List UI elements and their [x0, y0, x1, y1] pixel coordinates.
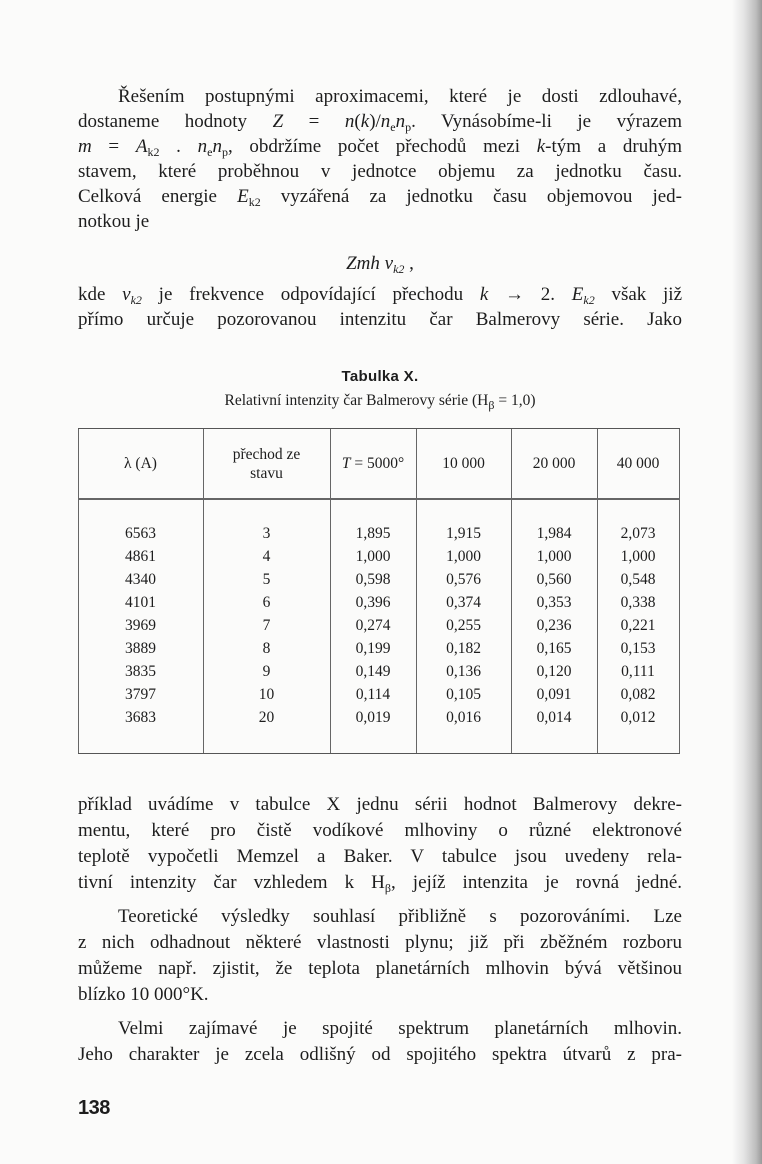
table-cell-state: 8	[262, 640, 271, 657]
table-cell-lambda: 3683	[125, 709, 156, 726]
header-transition: přechod ze stavu	[232, 445, 301, 482]
table-cell-t20000: 1,984	[536, 525, 572, 542]
header-separator	[78, 498, 680, 500]
table-cell-t40000: 0,111	[621, 663, 655, 680]
header-lambda: λ (A)	[124, 455, 157, 472]
text-line: notkou je	[78, 211, 150, 232]
table-cell-lambda: 3835	[125, 663, 156, 680]
table-cell-t10000: 1,000	[446, 548, 481, 565]
table-cell-t5000: 1,000	[355, 548, 391, 565]
table-cell-lambda: 6563	[125, 525, 156, 542]
text-line: dostaneme hodnoty $Z = n(k)/n_en_p$. Vynásobíme-li je výrazem	[78, 111, 683, 134]
table-cell-lambda: 3797	[125, 686, 156, 703]
table-cell-t40000: 0,012	[620, 709, 656, 726]
text-line: stavem, které proběhnou v jednotce objemu za jednotku času.	[78, 161, 682, 182]
table-cell-t10000: 0,105	[446, 686, 481, 703]
text-line: tivní intenzity čar vzhledem k $H_\beta$, jejíž intenzita je rovná jedné.	[78, 872, 683, 895]
table-cell-state: 10	[258, 686, 275, 703]
table-cell-t10000: 0,374	[446, 594, 481, 611]
text-line: Velmi zajímavé je spojité spektrum planetárních mlhovin.	[118, 1018, 682, 1039]
column-t40000	[597, 522, 679, 729]
text-line: blízko 10 000°K.	[78, 984, 209, 1005]
table-cell-t40000: 0,338	[620, 594, 656, 611]
text-line: z nich odhadnout některé vlastnosti plynu; již při zběžném rozboru	[78, 932, 682, 953]
text-line: kde $\nu_{k2}$ je frekvence odpovídající přechodu k → 2. $E_{k2}$ však již	[78, 284, 683, 307]
table-cell-lambda: 4340	[125, 571, 156, 588]
table-cell-t40000: 2,073	[620, 525, 656, 542]
column-t5000	[330, 522, 416, 729]
table-cell-t20000: 0,236	[536, 617, 572, 634]
column-state	[203, 522, 330, 729]
table-cell-t40000: 0,082	[620, 686, 656, 703]
table-cell-lambda: 4861	[125, 548, 156, 565]
table-cell-t5000: 0,598	[355, 571, 391, 588]
text-line: můžeme např. zjistit, že teplota planetárních mlhovin bývá většinou	[78, 958, 682, 979]
table-cell-t40000: 0,548	[620, 571, 656, 588]
table-cell-t5000: 0,199	[355, 640, 391, 657]
table-cell-state: 20	[258, 709, 275, 726]
page-number: 138	[78, 1097, 110, 1119]
header-t10000: 10 000	[442, 455, 485, 472]
header-t5000: T = 5000°	[341, 455, 405, 472]
text-line: Celková energie $E_{k2}$ vyzářená za jednotku času objemovou jed-	[78, 186, 682, 209]
table-title: Tabulka X.	[341, 368, 419, 385]
table-cell-state: 7	[262, 617, 271, 634]
header-t20000: 20 000	[532, 455, 576, 472]
text-line: přímo určuje pozorovanou intenzitu čar Balmerovy série. Jako	[78, 309, 682, 330]
table-cell-lambda: 4101	[125, 594, 156, 611]
text-line: příklad uvádíme v tabulce X jednu sérii hodnot Balmerovy dekre-	[78, 794, 682, 815]
table-cell-t40000: 1,000	[620, 548, 656, 565]
text-line: $m = A_{k2}$ . $n_en_p$, obdržíme počet přechodů mezi k-tým a druhým	[78, 136, 682, 159]
column-t10000	[416, 522, 511, 729]
table-cell-lambda: 3889	[125, 640, 156, 657]
table-cell-t5000: 0,396	[355, 594, 391, 611]
table-cell-t5000: 0,019	[355, 709, 391, 726]
table-cell-t5000: 1,895	[355, 525, 391, 542]
text-line: Jeho charakter je zcela odlišný od spojitého spektra útvarů z pra-	[78, 1044, 682, 1065]
text-line: Teoretické výsledky souhlasí přibližně s pozorováními. Lze	[118, 906, 682, 927]
table-cell-t20000: 0,120	[536, 663, 572, 680]
table-cell-state: 4	[262, 548, 271, 565]
page-edge-shadow	[732, 0, 762, 1164]
table-cell-t5000: 0,274	[355, 617, 391, 634]
table-cell-state: 5	[262, 571, 271, 588]
table-cell-t10000: 0,576	[446, 571, 481, 588]
table-cell-t10000: 1,915	[446, 525, 481, 542]
table-cell-t20000: 0,091	[536, 686, 572, 703]
table-cell-t10000: 0,016	[446, 709, 481, 726]
table-cell-t20000: 0,165	[536, 640, 572, 657]
table-cell-t40000: 0,221	[620, 617, 656, 634]
formula: Zmh $\nu_{k2}$ ,	[346, 253, 414, 276]
table-cell-t10000: 0,136	[446, 663, 481, 680]
table-cell-t10000: 0,182	[446, 640, 481, 657]
intensity-table	[78, 428, 680, 754]
table-cell-t5000: 0,114	[355, 686, 391, 703]
text-line: mentu, které pro čistě vodíkové mlhoviny o různé elektronové	[78, 820, 682, 841]
header-t40000: 40 000	[616, 455, 660, 472]
table-cell-t10000: 0,255	[446, 617, 481, 634]
column-lambda	[78, 522, 203, 729]
table-cell-t20000: 1,000	[536, 548, 572, 565]
table-cell-t20000: 0,560	[536, 571, 572, 588]
column-t20000	[511, 522, 597, 729]
table-cell-t40000: 0,153	[620, 640, 656, 657]
text-line: Řešením postupnými aproximacemi, které je dosti zdlouhavé,	[118, 86, 682, 107]
table-cell-t20000: 0,014	[536, 709, 572, 726]
table-cell-t5000: 0,149	[355, 663, 391, 680]
text-line: teplotě vypočetli Memzel a Baker. V tabulce jsou uvedeny rela-	[78, 846, 682, 867]
table-border	[679, 429, 680, 753]
table-cell-t20000: 0,353	[536, 594, 572, 611]
table-cell-state: 6	[262, 594, 271, 611]
table-cell-state: 3	[262, 525, 271, 542]
table-cell-state: 9	[262, 663, 271, 680]
table-caption: Relativní intenzity čar Balmerovy série $(H_\beta = 1,0)$	[224, 392, 536, 412]
table-cell-lambda: 3969	[125, 617, 156, 634]
